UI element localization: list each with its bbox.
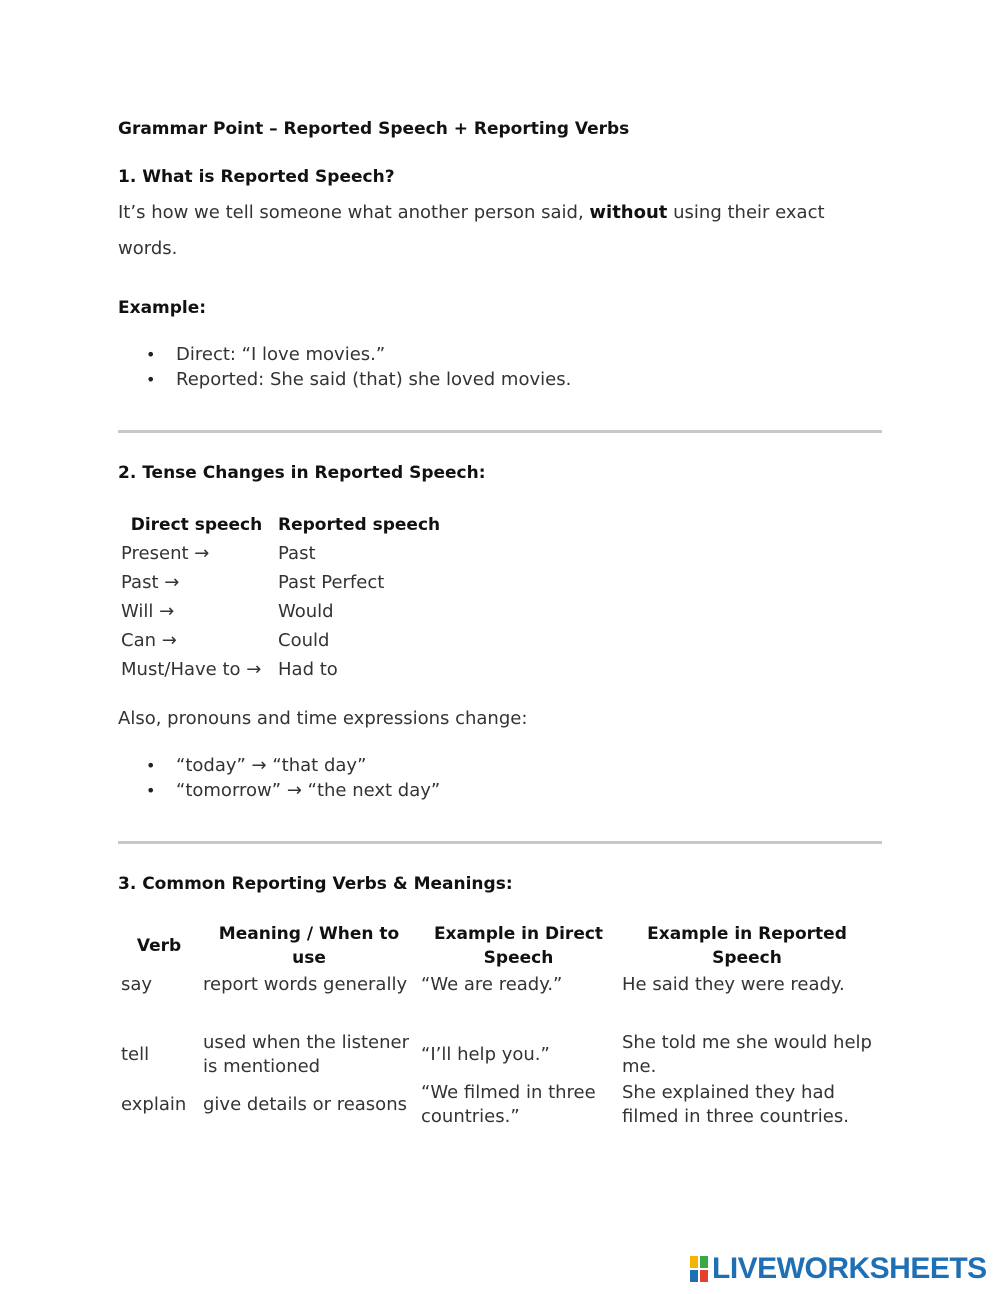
table-cell: He said they were ready. (622, 974, 845, 995)
table-cell: explain (121, 1094, 187, 1115)
table-row (118, 1080, 875, 1130)
column-header-reported-example: Example in Reported Speech (647, 924, 847, 968)
section1-intro-line2: words. (118, 238, 178, 259)
intro-text-before: It’s how we tell someone what another person said, (118, 202, 590, 223)
table-row (118, 626, 443, 655)
reporting-verbs-table (118, 920, 875, 1130)
liveworksheets-logo (690, 1254, 987, 1284)
table-header-row (118, 510, 443, 539)
logo-text: LIVEWORKSHEETS (712, 1252, 987, 1285)
logo-mark-icon (690, 1256, 708, 1282)
intro-text-after: using their exact (667, 202, 825, 223)
table-cell: “We are ready.” (421, 974, 563, 995)
table-cell: “I’ll help you.” (421, 1044, 550, 1065)
table-cell: Had to (278, 659, 338, 680)
logo-mark-tile (700, 1256, 708, 1268)
table-row (118, 655, 443, 684)
table-row (118, 539, 443, 568)
table-cell: Can → (121, 630, 177, 651)
table-cell: Must/Have to → (121, 659, 262, 680)
table-cell: give details or reasons (203, 1094, 407, 1115)
table-cell: Would (278, 601, 334, 622)
list-item: • Direct: “I love movies.” (118, 342, 571, 367)
example-heading: Example: (118, 298, 207, 318)
table-row (118, 568, 443, 597)
intro-text-bold: without (589, 202, 668, 223)
table-row (118, 1030, 875, 1080)
column-header-verb: Verb (136, 936, 182, 956)
section1-heading: 1. What is Reported Speech? (118, 167, 395, 187)
logo-mark-tile (690, 1270, 698, 1282)
section2-heading: 2. Tense Changes in Reported Speech: (118, 463, 486, 483)
table-cell: Present → (121, 543, 210, 564)
time-expressions-note: Also, pronouns and time expressions change: (118, 708, 528, 729)
table-cell: say (121, 974, 153, 995)
table-header-row (118, 920, 875, 972)
table-cell: used when the listener is mentioned (203, 1032, 409, 1077)
table-cell: Past → (121, 572, 180, 593)
section-divider (118, 841, 882, 844)
column-header-reported: Reported speech (278, 514, 441, 535)
list-item: • “tomorrow” → “the next day” (118, 778, 440, 803)
logo-mark-tile (690, 1256, 698, 1268)
logo-mark-tile (700, 1270, 708, 1282)
column-header-direct-example: Example in Direct Speech (433, 924, 604, 968)
table-cell: report words generally (203, 974, 408, 995)
section-divider (118, 430, 882, 433)
table-row (118, 597, 443, 626)
table-cell: Could (278, 630, 330, 651)
time-changes-list (118, 753, 440, 803)
table-cell: She explained they had filmed in three countries. (622, 1082, 849, 1127)
column-header-direct: Direct speech (130, 514, 263, 535)
table-cell: She told me she would help me. (622, 1032, 872, 1077)
example-list (118, 342, 571, 392)
column-header-meaning: Meaning / When to use (218, 924, 400, 968)
list-item: • Reported: She said (that) she loved movies. (118, 367, 571, 392)
page-title: Grammar Point – Reported Speech + Reporting Verbs (118, 119, 630, 139)
table-cell: tell (121, 1044, 150, 1065)
table-row (118, 972, 875, 1030)
list-item: • “today” → “that day” (118, 753, 440, 778)
table-cell: Past (278, 543, 316, 564)
tense-changes-table (118, 510, 443, 684)
table-cell: “We filmed in three countries.” (421, 1082, 596, 1127)
table-cell: Past Perfect (278, 572, 385, 593)
section3-heading: 3. Common Reporting Verbs & Meanings: (118, 874, 513, 894)
table-cell: Will → (121, 601, 175, 622)
section1-intro-line1 (118, 202, 825, 223)
